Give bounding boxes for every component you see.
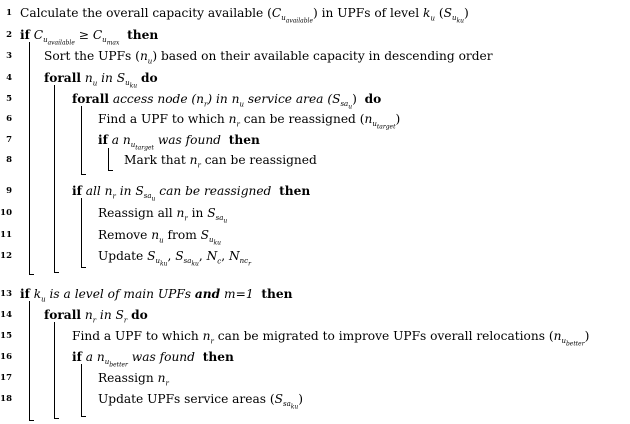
line-text: Update UPFs service areas $(S_{sa_{ku}})$ — [98, 392, 304, 411]
algorithm-line — [0, 325, 630, 347]
line-text: Calculate the overall capacity available $(C_{u_{available}})$ in UPFs of level $k_u$ $(S_{u_{ku}})$ — [20, 6, 469, 25]
line-number: 9 — [6, 186, 12, 196]
block-bracket — [81, 106, 82, 174]
block-bracket — [81, 267, 86, 268]
block-bracket — [81, 364, 82, 416]
algorithm-line — [0, 346, 630, 368]
block-bracket — [54, 272, 59, 273]
algorithm-line — [0, 129, 630, 151]
algorithm-line — [0, 202, 630, 224]
algorithm-line — [0, 245, 630, 267]
block-bracket — [81, 416, 86, 417]
line-number: 10 — [0, 208, 12, 218]
line-number: 5 — [6, 94, 12, 104]
line-text: Find a UPF to which $n_r$ can be reassigned $(n_{u_{target}})$ — [98, 112, 401, 131]
line-number: 17 — [0, 373, 12, 383]
line-text: Remove $n_u$ from $S_{u_{ku}}$ — [98, 228, 221, 247]
line-number: 8 — [6, 155, 12, 165]
line-number: 3 — [6, 51, 12, 61]
line-number: 4 — [6, 73, 12, 83]
line-number: 14 — [0, 310, 12, 320]
block-bracket — [108, 170, 113, 171]
algorithm-line — [0, 388, 630, 410]
line-text: Update $S_{u_{ku}}$, $S_{sa_{ku}}$, $N_c$, $N_{nc_r}$ — [98, 249, 251, 268]
algorithm-line — [0, 283, 630, 305]
algorithm-line — [0, 2, 630, 24]
line-number: 6 — [6, 114, 12, 124]
line-text: if a $n_{u_{target}}$ was found then — [98, 133, 260, 152]
block-bracket — [54, 85, 55, 272]
algorithm-line — [0, 304, 630, 326]
block-bracket — [108, 148, 109, 170]
line-number: 7 — [6, 135, 12, 145]
block-bracket — [81, 174, 86, 175]
line-text: Reassign $n_r$ — [98, 371, 169, 388]
block-bracket — [29, 42, 30, 274]
line-number: 16 — [0, 352, 12, 362]
algorithm-line — [0, 45, 630, 67]
algorithm-line — [0, 367, 630, 389]
line-number: 13 — [0, 289, 12, 299]
line-text: forall $n_r$ in $S_r$ do — [44, 308, 148, 325]
line-text: Find a UPF to which $n_r$ can be migrated to improve UPFs overall relocations $(n_{u_{better}})$ — [72, 329, 590, 348]
algorithm-line — [0, 180, 630, 202]
algorithm-line — [0, 149, 630, 171]
block-bracket — [29, 301, 30, 420]
algorithm-line — [0, 224, 630, 246]
block-bracket — [29, 420, 34, 421]
algorithm-line — [0, 108, 630, 130]
line-number: 15 — [0, 331, 12, 341]
block-bracket — [81, 198, 82, 267]
line-text: Sort the UPFs $(n_u)$ based on their available capacity in descending order — [44, 49, 493, 66]
block-bracket — [54, 418, 59, 419]
line-number: 11 — [0, 230, 12, 240]
algorithm-line — [0, 67, 630, 89]
line-text: forall $n_u$ in $S_{u_{ku}}$ do — [44, 71, 158, 90]
line-text: Mark that $n_r$ can be reassigned — [124, 153, 317, 170]
line-text: if $C_{u_{available}} \ge C_{u_{max}}$ then — [20, 28, 159, 47]
block-bracket — [54, 322, 55, 418]
line-text: if $k_u$ is a level of main UPFs and m=1 then — [20, 287, 293, 304]
algorithm-line — [0, 88, 630, 110]
line-number: 2 — [6, 30, 12, 40]
algorithm-line — [0, 24, 630, 46]
block-bracket — [29, 274, 34, 275]
line-text: if a $n_{u_{better}}$ was found then — [72, 350, 234, 369]
line-number: 18 — [0, 394, 12, 404]
line-text: if all $n_r$ in $S_{sa_u}$ can be reassigned then — [72, 184, 311, 203]
line-text: Reassign all $n_r$ in $S_{sa_u}$ — [98, 206, 228, 225]
line-number: 1 — [6, 8, 12, 18]
line-text: forall access node $(n_r)$ in $n_u$ service area $(S_{sa_u})$ do — [72, 92, 382, 111]
line-number: 12 — [0, 251, 12, 261]
